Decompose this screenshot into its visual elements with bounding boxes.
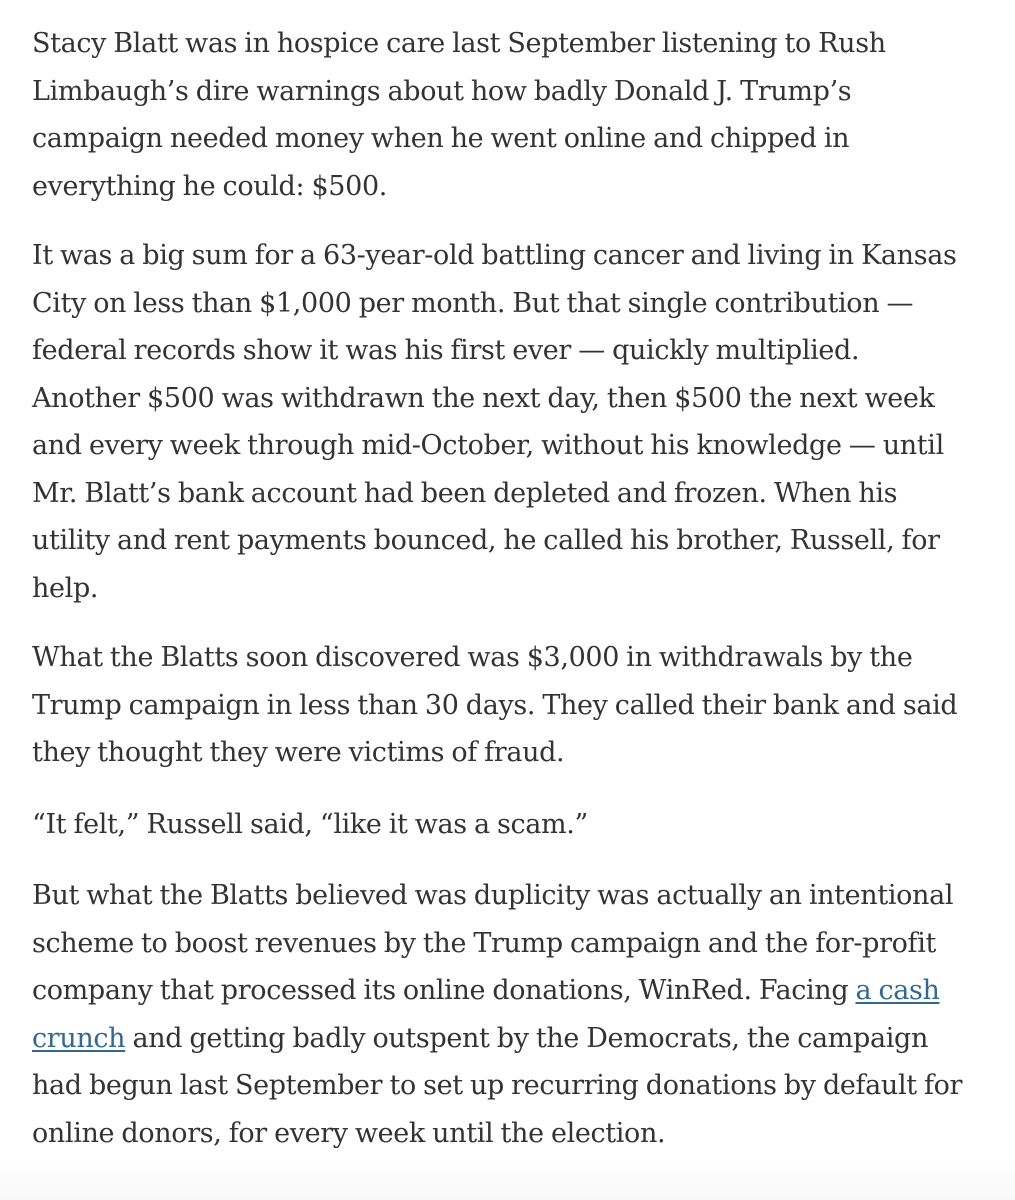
article-paragraph-5 xyxy=(32,872,972,1157)
article-paragraph-3: What the Blatts soon discovered was $3,000 in withdrawals by the Trump campaign in less than 30 days. They called their bank and said they thought they were victims of fraud. xyxy=(32,642,958,768)
paragraph-5-text-before-link: But what the Blatts believed was duplicity was actually an intentional scheme to boost revenues by the Trump campaign and the for-profit company that processed its online donations, WinRed. Facing xyxy=(32,880,954,1006)
article-paragraph-1: Stacy Blatt was in hospice care last September listening to Rush Limbaugh’s dire warnings about how badly Donald J. Trump’s campaign needed money when he went online and chipped in everything he could: $500. xyxy=(32,28,886,202)
cash-crunch-link[interactable]: a cash crunch xyxy=(32,975,940,1054)
article-body xyxy=(32,20,972,1179)
article-paragraph-2: It was a big sum for a 63-year-old battling cancer and living in Kansas City on less than $1,000 per month. But that single contribution — federal records show it was his first ever — quickly multiplied. Another $500 was withdrawn the next day, then $500 the next week and every week through mid-October, without his knowledge — until Mr. Blatt’s bank account had been depleted and frozen. When his utility and rent payments bounced, he called his brother, Russell, for help. xyxy=(32,240,957,604)
article-paragraph-4: “It felt,” Russell said, “like it was a scam.” xyxy=(32,808,588,840)
paragraph-5-text-after-link: and getting badly outspent by the Democrats, the campaign had begun last September to set up recurring donations by default for online donors, for every week until the election. xyxy=(32,1022,963,1149)
